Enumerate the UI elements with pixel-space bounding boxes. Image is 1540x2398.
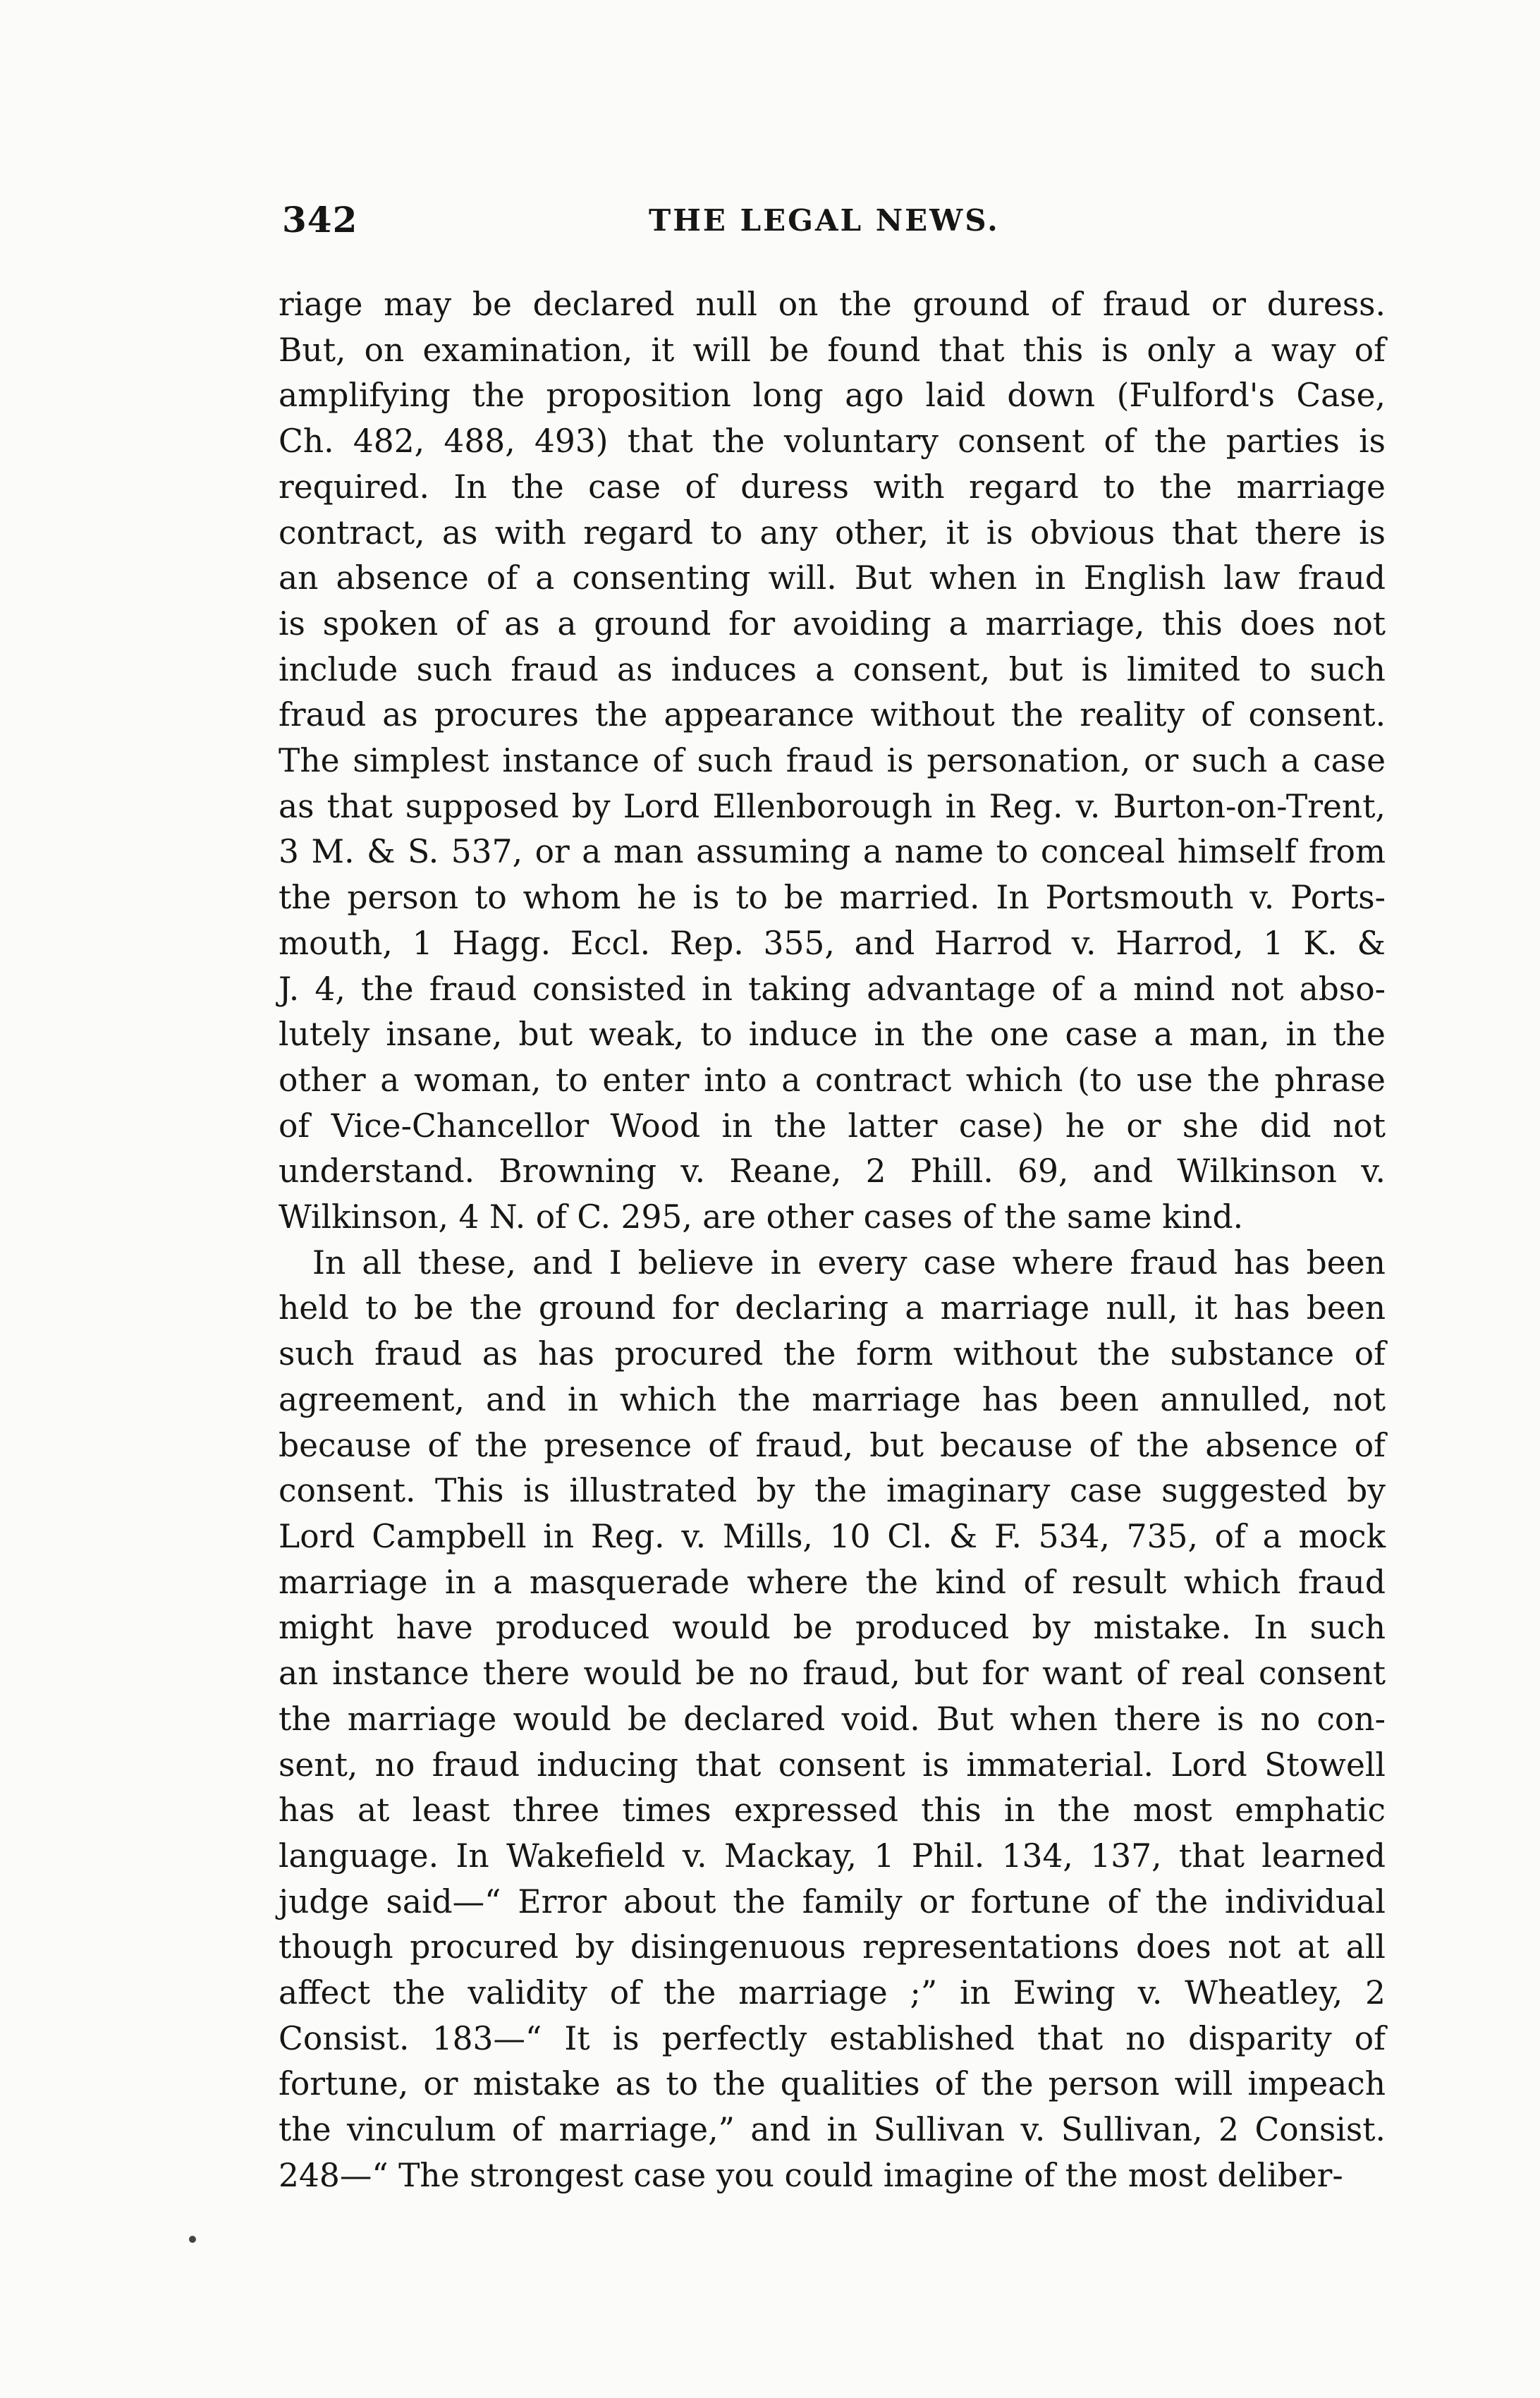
text-line: include such fraud as induces a consent, but is limited to such: [279, 650, 1386, 688]
text-line: Wilkinson, 4 N. of C. 295, are other cases of the same kind.: [279, 1198, 1244, 1236]
text-line: because of the presence of fraud, but because of the absence of: [279, 1426, 1386, 1464]
text-line: Consist. 183—“ It is perfectly established that no disparity of: [279, 2019, 1386, 2057]
text-line: Lord Campbell in Reg. v. Mills, 10 Cl. & F. 534, 735, of a mock: [279, 1517, 1386, 1555]
page-number: 342: [282, 199, 358, 241]
text-line: marriage in a masquerade where the kind of result which fraud: [279, 1563, 1386, 1601]
text-line: might have produced would be produced by mistake. In such: [279, 1609, 1386, 1647]
text-line: such fraud as has procured the form without the substance of: [279, 1335, 1386, 1373]
text-line: has at least three times expressed this in the most emphatic: [279, 1791, 1386, 1830]
text-line: is spoken of as a ground for avoiding a marriage, this does not: [279, 604, 1386, 643]
text-line: required. In the case of duress with regard to the marriage: [279, 468, 1386, 506]
text-line: 3 M. & S. 537, or a man assuming a name to conceal himself from: [279, 833, 1386, 871]
text-line: amplifying the proposition long ago laid down (Fulford's Case,: [279, 377, 1386, 415]
text-line: The simplest instance of such fraud is personation, or such a case: [279, 742, 1386, 780]
text-line: sent, no fraud inducing that consent is immaterial. Lord Stowell: [279, 1746, 1386, 1784]
text-line: judge said—“ Error about the family or fortune of the individual: [279, 1882, 1386, 1921]
text-line: other a woman, to enter into a contract which (to use the phrase: [279, 1061, 1386, 1099]
text-line: the person to whom he is to be married. In Portsmouth v. Ports-: [279, 879, 1386, 917]
text-line: understand. Browning v. Reane, 2 Phill. 69, and Wilkinson v.: [279, 1152, 1386, 1191]
text-line: affect the validity of the marriage ;” in Ewing v. Wheatley, 2: [279, 1974, 1386, 2012]
running-head: THE LEGAL NEWS.: [649, 203, 1000, 238]
paragraph-1: [279, 282, 1386, 1241]
text-line: mouth, 1 Hagg. Eccl. Rep. 355, and Harrod v. Harrod, 1 K. &: [279, 924, 1386, 962]
text-line: of Vice-Chancellor Wood in the latter case) he or she did not: [279, 1107, 1386, 1145]
text-line: J. 4, the fraud consisted in taking advantage of a mind not abso-: [279, 970, 1386, 1008]
text-line: the vinculum of marriage,” and in Sullivan v. Sullivan, 2 Consist.: [279, 2111, 1386, 2149]
text-line: though procured by disingenuous representations does not at all: [279, 1928, 1386, 1966]
text-line: as that supposed by Lord Ellenborough in Reg. v. Burton-on-Trent,: [279, 787, 1386, 825]
text-line: consent. This is illustrated by the imaginary case suggested by: [279, 1472, 1386, 1510]
text-line: lutely insane, but weak, to induce in the one case a man, in the: [279, 1016, 1386, 1054]
page-header: [282, 199, 1382, 248]
text-line: fraud as procures the appearance without the reality of consent.: [279, 696, 1386, 734]
body-text: [279, 282, 1386, 2199]
text-line: an instance there would be no fraud, but for want of real consent: [279, 1655, 1386, 1693]
text-line: contract, as with regard to any other, it is obvious that there is: [279, 513, 1386, 552]
text-line: In all these, and I believe in every case where fraud has been: [312, 1243, 1386, 1282]
paragraph-2: [279, 1241, 1386, 2199]
text-line: agreement, and in which the marriage has been annulled, not: [279, 1380, 1386, 1418]
text-line: But, on examination, it will be found that this is only a way of: [279, 331, 1386, 369]
text-line: fortune, or mistake as to the qualities of the person will impeach: [279, 2065, 1386, 2103]
text-line: language. In Wakefield v. Mackay, 1 Phil. 134, 137, that learned: [279, 1837, 1386, 1875]
text-line: Ch. 482, 488, 493) that the voluntary consent of the parties is: [279, 422, 1386, 461]
text-line: an absence of a consenting will. But when in English law fraud: [279, 559, 1386, 597]
text-line: the marriage would be declared void. But when there is no con-: [279, 1700, 1386, 1738]
text-line: held to be the ground for declaring a marriage null, it has been: [279, 1289, 1386, 1327]
margin-ink-mark: [189, 2236, 196, 2243]
text-line: 248—“ The strongest case you could imagine of the most deliber-: [279, 2156, 1343, 2194]
text-line: riage may be declared null on the ground of fraud or duress.: [279, 286, 1386, 323]
